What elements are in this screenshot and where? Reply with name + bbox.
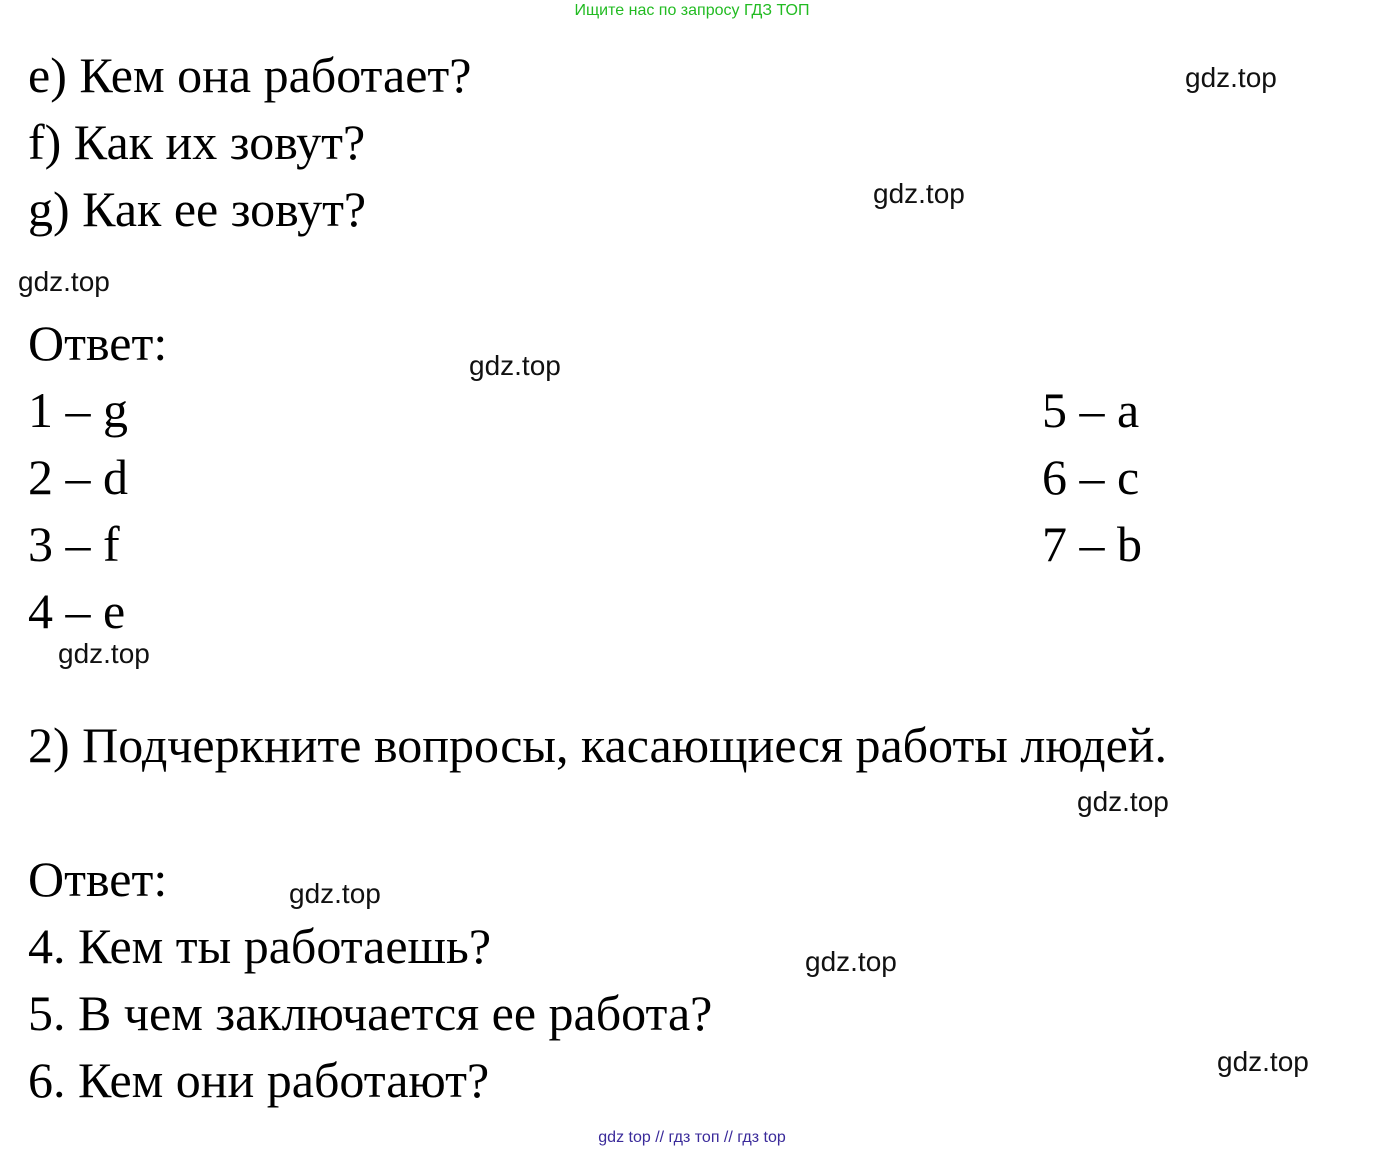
watermark: gdz.top — [1217, 1046, 1309, 1077]
watermark: gdz.top — [873, 178, 965, 209]
watermark: gdz.top — [18, 266, 110, 297]
footer-links: gdz top // гдз топ // гдз top — [598, 1129, 786, 1146]
answer-item: 4 – e — [28, 583, 126, 639]
watermark: gdz.top — [805, 946, 897, 977]
watermark: gdz.top — [469, 350, 561, 381]
task-2: 2) Подчеркните вопросы, касающиеся работы людей. — [28, 717, 1168, 773]
answer-item: 6 – c — [1042, 449, 1140, 505]
question-g: g) Как ее зовут? — [28, 181, 367, 237]
question-e: e) Кем она работает? — [28, 47, 472, 103]
answer-item: 2 – d — [28, 449, 128, 505]
watermark: gdz.top — [289, 878, 381, 909]
answer-item: 3 – f — [28, 516, 120, 572]
answer-line: 5. В чем заключается ее работа? — [28, 985, 713, 1041]
answer-line: 4. Кем ты работаешь? — [28, 918, 492, 974]
watermark: gdz.top — [1185, 62, 1277, 93]
answer-item: 5 – a — [1042, 382, 1140, 438]
answer-heading-1: Ответ: — [28, 315, 168, 371]
answer-item: 1 – g — [28, 382, 128, 438]
top-banner: Ищите нас по запросу ГДЗ ТОП — [574, 2, 810, 19]
question-f: f) Как их зовут? — [28, 114, 366, 170]
answer-item: 7 – b — [1042, 516, 1142, 572]
watermark: gdz.top — [58, 638, 150, 669]
watermark: gdz.top — [1077, 786, 1169, 817]
answer-line: 6. Кем они работают? — [28, 1052, 490, 1108]
answer-heading-2: Ответ: — [28, 851, 168, 907]
